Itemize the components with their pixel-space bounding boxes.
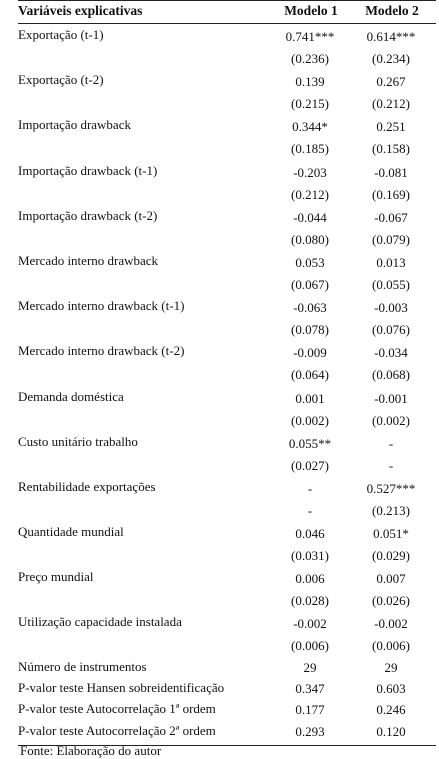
- model-1-stat: 0.177: [295, 702, 325, 718]
- model-1-coefficient: 0.053: [295, 254, 325, 270]
- model-2-stat: 0.246: [376, 702, 406, 718]
- model-1-coefficient: -0.044: [293, 209, 327, 225]
- row-label: Preço mundial: [18, 569, 94, 585]
- model-2-standard-error: (0.076): [372, 322, 410, 338]
- model-2-standard-error: (0.169): [372, 186, 410, 202]
- model-2-standard-error: (0.234): [372, 51, 410, 66]
- model-1-coefficient: 0.344*: [292, 119, 328, 135]
- table-row: [18, 69, 436, 114]
- model-2-standard-error: (0.213): [372, 502, 410, 518]
- model-1-stat: 29: [303, 659, 317, 675]
- model-1-standard-error: (0.215): [291, 96, 329, 112]
- stat-row: [18, 657, 436, 678]
- model-1-standard-error: (0.078): [291, 322, 329, 338]
- model-1-coefficient: 0.741***: [285, 29, 335, 44]
- header-model-1: Modelo 1: [284, 3, 338, 18]
- model-2-coefficient: 0.614***: [366, 29, 416, 44]
- row-label: Custo unitário trabalho: [18, 433, 138, 449]
- model-2-standard-error: (0.029): [372, 548, 410, 564]
- model-2-coefficient: 0.013: [376, 254, 406, 270]
- stat-label: P-valor teste Autocorrelação 2ª ordem: [18, 722, 216, 738]
- model-2-standard-error: (0.026): [372, 593, 410, 609]
- row-label: Importação drawback: [18, 117, 131, 133]
- row-label: Mercado interno drawback: [18, 252, 159, 268]
- stat-label: Número de instrumentos: [18, 658, 147, 674]
- model-2-standard-error: (0.055): [372, 276, 410, 292]
- model-1-standard-error: (0.067): [291, 276, 329, 292]
- model-2-coefficient: -0.001: [374, 390, 408, 406]
- stat-label: P-valor teste Hansen sobreidentificação: [18, 679, 225, 695]
- row-label: Importação drawback (t-1): [18, 162, 158, 178]
- model-2-coefficient: 0.251: [376, 119, 406, 135]
- table-row: [18, 250, 436, 295]
- row-label: Demanda doméstica: [18, 388, 124, 404]
- table-row: [18, 521, 436, 566]
- table-row: [18, 340, 436, 385]
- model-1-standard-error: (0.080): [291, 231, 329, 247]
- row-label: Importação drawback (t-2): [18, 207, 158, 223]
- row-label: Mercado interno drawback (t-2): [18, 343, 185, 359]
- model-1-coefficient: -0.063: [293, 300, 327, 316]
- model-2-standard-error: (0.158): [372, 141, 410, 157]
- model-1-coefficient: 0.055**: [288, 435, 332, 451]
- model-2-coefficient: 0.051*: [373, 526, 409, 542]
- stat-row: [18, 699, 436, 720]
- model-1-standard-error: (0.236): [291, 51, 329, 66]
- row-label: Rentabilidade exportações: [18, 478, 156, 494]
- row-label: Exportação (t-1): [18, 27, 104, 42]
- model-2-stat: 29: [384, 659, 398, 675]
- statistics-rows: [18, 657, 436, 742]
- stat-row: [18, 721, 436, 742]
- table-header: [18, 0, 436, 24]
- model-2-standard-error: (0.212): [372, 96, 410, 112]
- table-row: [18, 24, 436, 69]
- table-row: [18, 431, 436, 476]
- model-1-coefficient: -0.203: [293, 164, 327, 180]
- stat-row: [18, 678, 436, 699]
- table-row: [18, 205, 436, 250]
- model-1-standard-error: (0.006): [291, 638, 329, 654]
- model-1-coefficient: 0.139: [295, 74, 325, 90]
- row-label: Mercado interno drawback (t-1): [18, 298, 185, 314]
- model-1-standard-error: (0.031): [291, 548, 329, 564]
- model-2-coefficient: -0.003: [374, 300, 408, 316]
- model-2-coefficient: 0.267: [376, 74, 406, 90]
- model-2-standard-error: -: [388, 457, 394, 473]
- model-2-coefficient: 0.527***: [366, 480, 416, 496]
- model-1-standard-error: (0.185): [291, 141, 329, 157]
- model-2-coefficient: -0.067: [374, 209, 408, 225]
- row-label: Utilização capacidade instalada: [18, 614, 182, 630]
- model-2-coefficient: -0.034: [374, 345, 408, 361]
- model-1-standard-error: (0.064): [291, 367, 329, 383]
- model-1-stat: 0.293: [295, 723, 325, 739]
- model-2-coefficient: -: [388, 435, 394, 451]
- header-model-2: Modelo 2: [365, 3, 419, 18]
- model-1-coefficient: -: [307, 480, 313, 496]
- table-source-note: Fonte: Elaboração do autor: [20, 743, 162, 758]
- model-2-standard-error: (0.002): [372, 412, 410, 428]
- table-row: [18, 160, 436, 205]
- model-1-standard-error: (0.002): [291, 412, 329, 428]
- model-2-stat: 0.603: [376, 680, 406, 696]
- model-2-stat: 0.120: [376, 723, 406, 739]
- table-row: [18, 611, 436, 656]
- model-2-coefficient: -0.002: [374, 616, 408, 632]
- table-row: [18, 386, 436, 431]
- table-row: [18, 566, 436, 611]
- stat-label: P-valor teste Autocorrelação 1ª ordem: [18, 701, 216, 717]
- model-1-standard-error: (0.028): [291, 593, 329, 609]
- model-2-standard-error: (0.006): [372, 638, 410, 654]
- row-label: Quantidade mundial: [18, 524, 124, 540]
- model-1-standard-error: (0.212): [291, 186, 329, 202]
- model-1-standard-error: (0.027): [291, 457, 329, 473]
- model-1-coefficient: 0.001: [295, 390, 325, 406]
- model-2-coefficient: -0.081: [374, 164, 408, 180]
- model-2-standard-error: (0.079): [372, 231, 410, 247]
- model-1-coefficient: 0.006: [295, 571, 325, 587]
- table-row: [18, 295, 436, 340]
- model-2-standard-error: (0.068): [372, 367, 410, 383]
- table-row: [18, 114, 436, 159]
- header-variables: Variáveis explicativas: [18, 3, 143, 18]
- regression-table: [18, 0, 436, 742]
- coefficient-rows: [18, 24, 436, 657]
- row-label: Exportação (t-2): [18, 72, 104, 88]
- model-1-stat: 0.347: [295, 680, 325, 696]
- model-1-standard-error: -: [307, 502, 313, 518]
- model-2-coefficient: 0.007: [376, 571, 406, 587]
- table-row: [18, 476, 436, 521]
- model-1-coefficient: 0.046: [295, 526, 325, 542]
- model-1-coefficient: -0.009: [293, 345, 327, 361]
- model-1-coefficient: -0.002: [293, 616, 327, 632]
